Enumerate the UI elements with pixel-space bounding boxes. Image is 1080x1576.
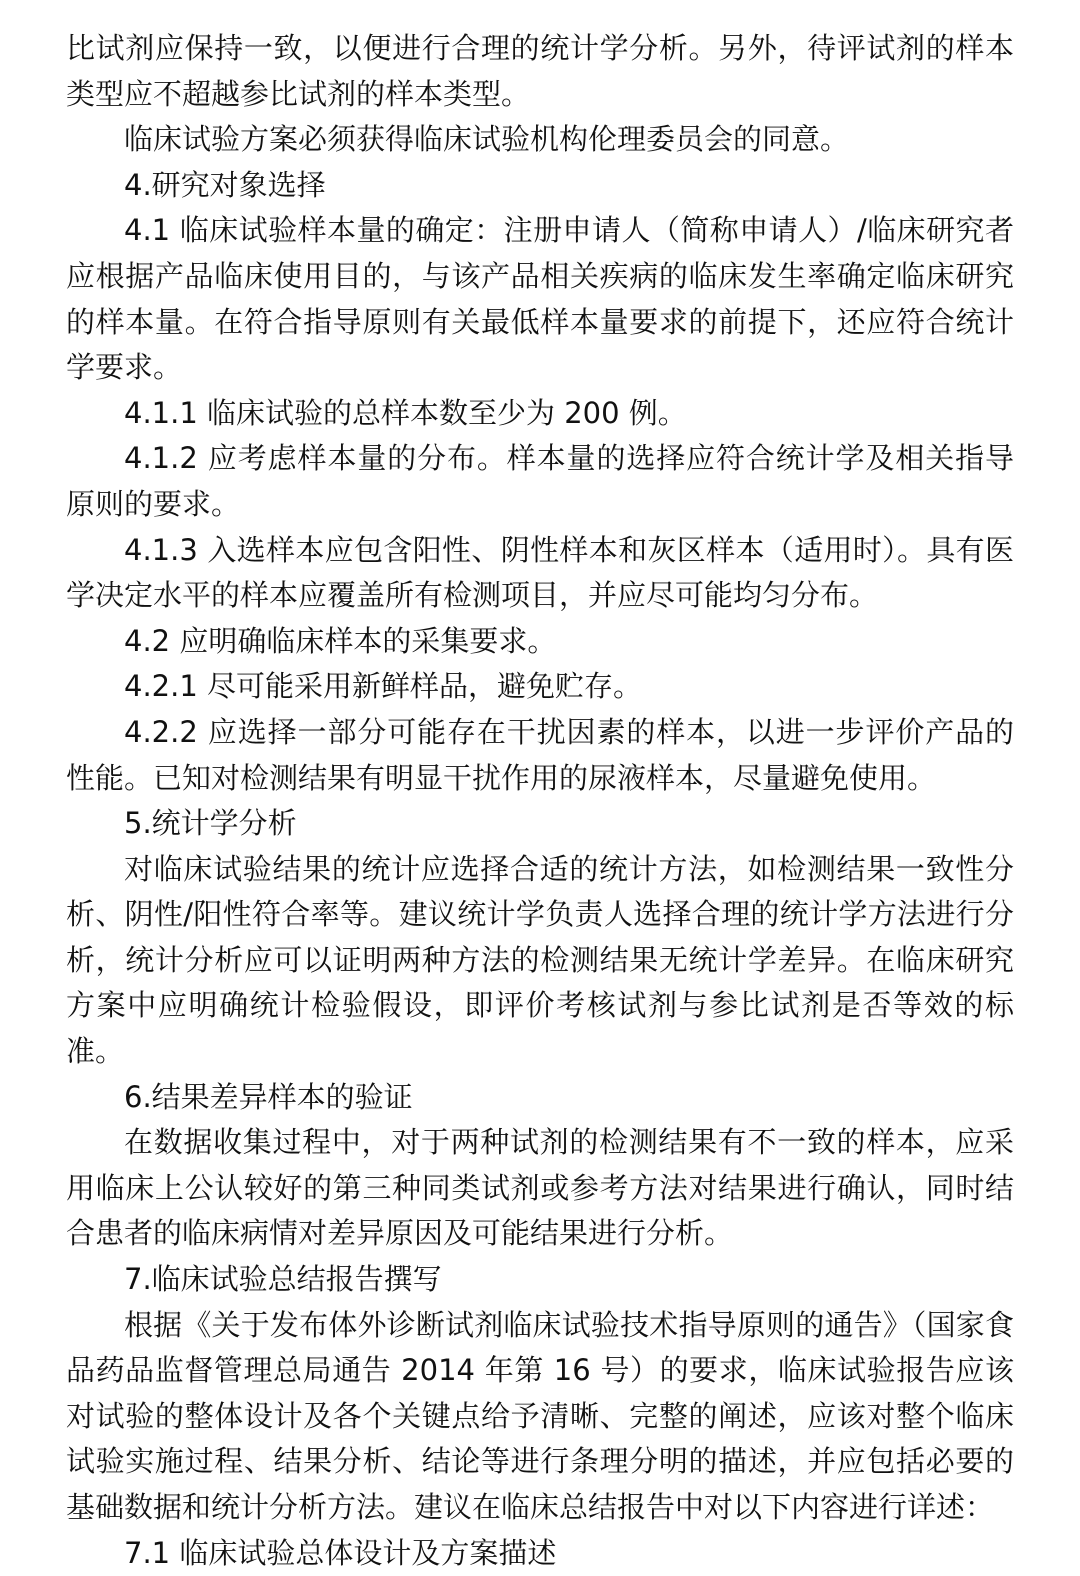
section-heading-4: 4.研究对象选择 xyxy=(124,167,326,202)
paragraph-4-1: 4.1 临床试验样本量的确定：注册申请人（简称申请人）/临床研究者应根据产品临床使用目的，与该产品相关疾病的临床发生率确定临床研究的样本量。在符合指导原则有关最低样本量要求的前提下，还应符合统计学要求。 xyxy=(66,213,1014,385)
paragraph-4-2-2: 4.2.2 应选择一部分可能存在干扰因素的样本，以进一步评价产品的性能。已知对检测结果有明显干扰作用的尿液样本，尽量避免使用。 xyxy=(66,714,1014,795)
paragraph-4-1-3: 4.1.3 入选样本应包含阳性、阴性样本和灰区样本（适用时）。具有医学决定水平的样本应覆盖所有检测项目，并应尽可能均匀分布。 xyxy=(66,532,1014,613)
paragraph-ethics-approval: 临床试验方案必须获得临床试验机构伦理委员会的同意。 xyxy=(124,122,850,157)
paragraph-statistics: 对临床试验结果的统计应选择合适的统计方法，如检测结果一致性分析、阴性/阳性符合率等。建议统计学负责人选择合理的统计学方法进行分析，统计分析应可以证明两种方法的检测结果无统计学差异。在临床研究方案中应明确统计检验假设，即评价考核试剂与参比试剂是否等效的标准。 xyxy=(66,851,1014,1069)
paragraph-report: 根据《关于发布体外诊断试剂临床试验技术指导原则的通告》（国家食品药品监督管理总局通告 2014 年第 16 号）的要求，临床试验报告应该对试验的整体设计及各个关键点给予清晰、完整的阐述，应该对整个临床试验实施过程、结果分析、结论等进行条理分明的描述，并应包括必要的基础数据和统计分析方法。建议在临床总结报告中对以下内容进行详述： xyxy=(66,1307,1014,1524)
paragraph-7-1: 7.1 临床试验总体设计及方案描述 xyxy=(124,1535,557,1570)
paragraph-4-1-2: 4.1.2 应考虑样本量的分布。样本量的选择应符合统计学及相关指导原则的要求。 xyxy=(66,441,1014,521)
section-heading-5: 5.统计学分析 xyxy=(124,806,297,841)
section-heading-7: 7.临床试验总结报告撰写 xyxy=(124,1262,442,1297)
paragraph-continuation: 比试剂应保持一致，以便进行合理的统计学分析。另外，待评试剂的样本类型应不超越参比试剂的样本类型。 xyxy=(66,31,1014,111)
section-heading-6: 6.结果差异样本的验证 xyxy=(124,1079,413,1114)
paragraph-verification: 在数据收集过程中，对于两种试剂的检测结果有不一致的样本，应采用临床上公认较好的第三种同类试剂或参考方法对结果进行确认，同时结合患者的临床病情对差异原因及可能结果进行分析。 xyxy=(66,1125,1014,1251)
paragraph-4-2-1: 4.2.1 尽可能采用新鲜样品，避免贮存。 xyxy=(124,669,643,704)
paragraph-4-1-1: 4.1.1 临床试验的总样本数至少为 200 例。 xyxy=(124,395,687,430)
document-body xyxy=(66,26,1014,1576)
paragraph-4-2: 4.2 应明确临床样本的采集要求。 xyxy=(124,623,557,658)
